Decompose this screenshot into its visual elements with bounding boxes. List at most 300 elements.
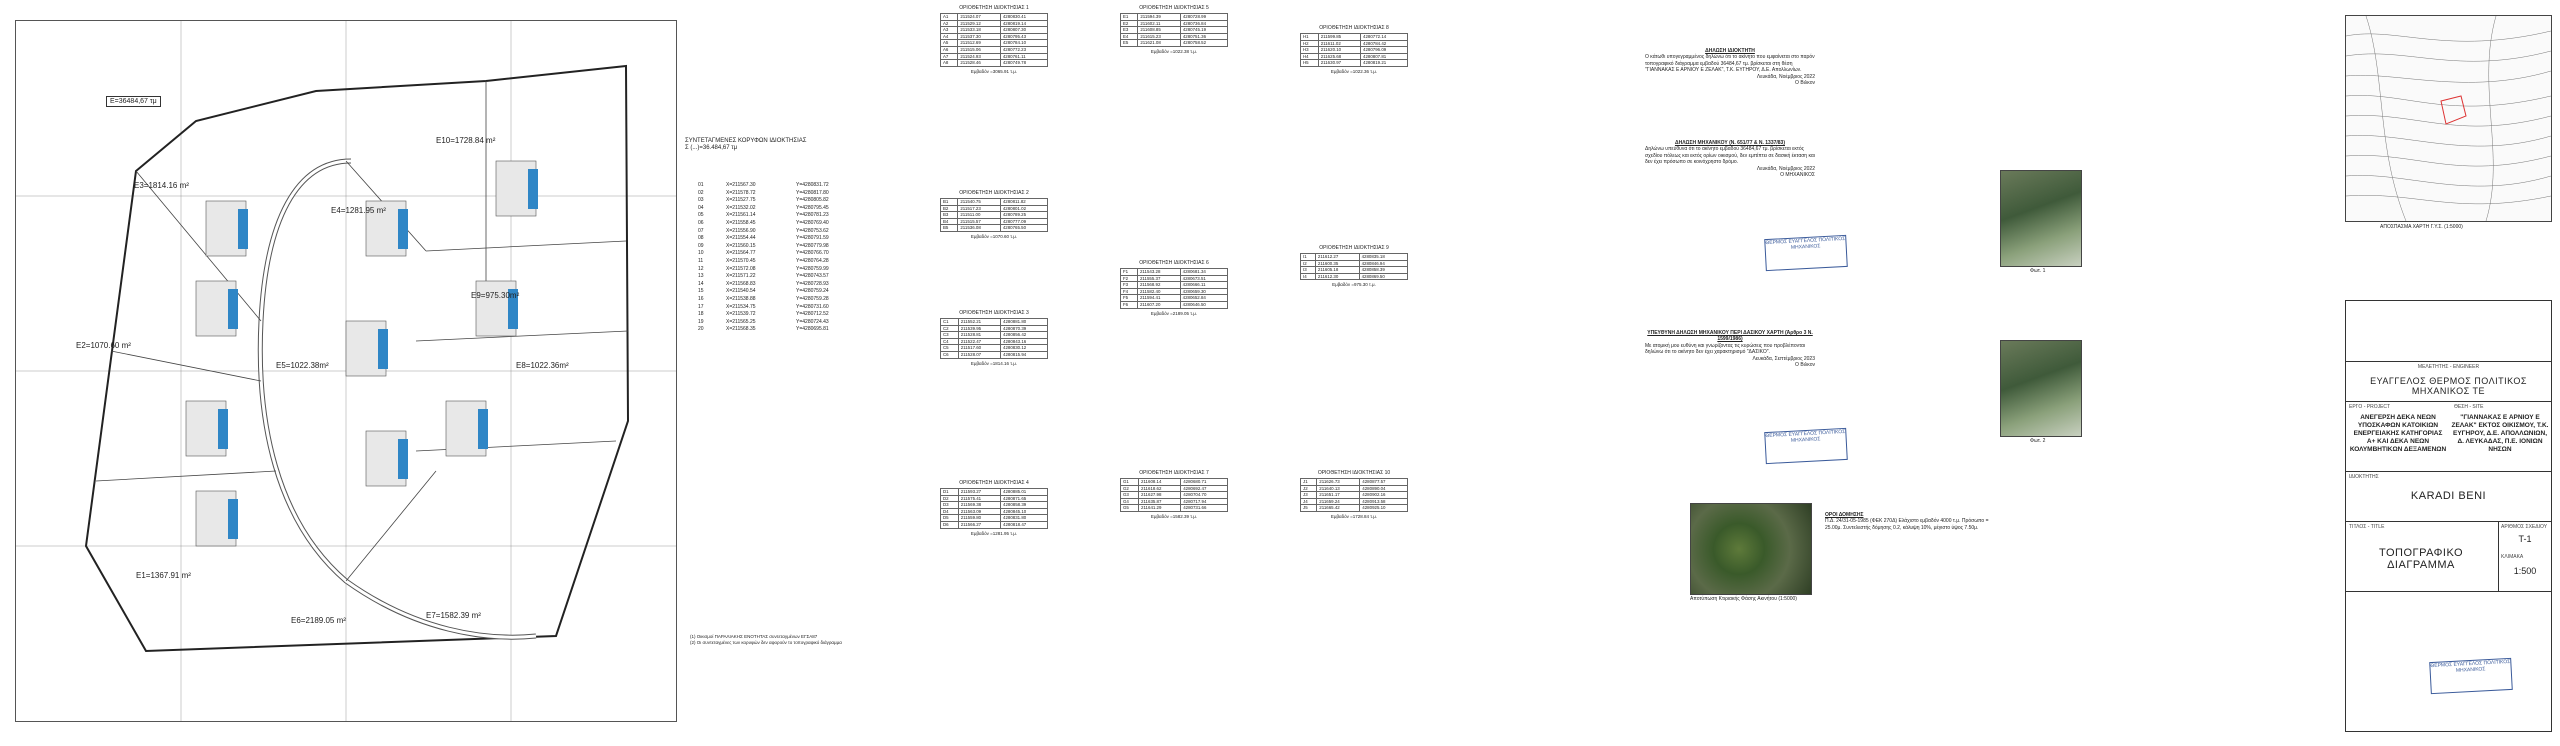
parcel-label-e4: E4=1281.95 m² [331,206,386,215]
table-cell: 211612.30 [1315,273,1359,280]
table-cell: 4280673.51 [1180,275,1227,282]
parcel-table-grid [940,13,1048,67]
table-cell: 4280796.09 [1361,47,1408,54]
table-cell: 4280858.39 [1359,267,1407,274]
coordinates-title: ΣΥΝΤΕΤΑΓΜΕΝΕΣ ΚΟΡΥΦΩΝ ΙΔΙΟΚΤΗΣΙΑΣ [685,138,807,144]
parcel-table-area: Εμβαδόν =1728.84 τ.μ. [1330,513,1378,519]
coordinate-row [698,235,888,243]
owner-declaration-body: Ο κάτωθι υπογεγραμμένος δηλώνω ότι το ακίνητο που εμφαίνεται στο παρόν τοπογραφικό διάγραμμα εμβαδού 36484,67 τμ. βρίσκεται στη θέση "ΓΙΑΝΝΑΚΑΣ Ε ΑΡΝΙΟΥ Ε ΖΕΛΑΚ", Τ.Κ. ΕΥΓΗΡΟΥ, Δ.Ε. Απολλωνίων. [1645,54,1815,74]
parcel-table-caption: ΟΡΙΟΘΕΤΗΣΗ ΙΔΙΟΚΤΗΣΙΑΣ 6 [1139,260,1209,266]
table-cell: D3 [941,502,959,509]
table-cell: 211555.37 [1137,275,1180,282]
table-row [1121,40,1228,47]
table-cell: 4280913.58 [1360,498,1408,505]
table-cell: 211608.85 [1138,27,1181,34]
parcel-table-caption: ΟΡΙΟΘΕΤΗΣΗ ΙΔΙΟΚΤΗΣΙΑΣ 7 [1139,470,1209,476]
drawing-number: T-1 [2518,534,2532,544]
coordinate-x: X=211565.25 [726,318,756,325]
table-row [941,338,1048,345]
table-cell: 4280870.39 [1001,325,1048,332]
coordinate-pid: 05 [698,212,704,219]
table-cell: E3 [1121,27,1138,34]
table-cell: 4280765.50 [1000,225,1047,232]
table-row [941,46,1048,53]
table-row [1121,492,1228,499]
table-cell: 211611.02 [1318,40,1360,47]
site-photo-2 [2000,340,2082,437]
table-row [1301,34,1408,41]
parcel-label-e2: E2=1070.60 m² [76,341,131,350]
coordinate-y: Y=4280695.81 [796,326,829,333]
parcel-table-caption: ΟΡΙΟΘΕΤΗΣΗ ΙΔΙΟΚΤΗΣΙΑΣ 4 [959,480,1029,486]
coordinate-pid: 04 [698,204,704,211]
table-cell: C6 [941,351,959,358]
table-cell: 4280885.01 [1001,489,1048,496]
coordinates-heading [685,138,885,152]
table-cell: 211627.98 [1139,492,1181,499]
coordinate-pid: 20 [698,326,704,333]
building-terms [1825,512,1995,531]
table-row [941,212,1048,219]
table-cell: 211630.97 [1318,60,1360,67]
table-cell: D6 [941,521,959,528]
table-row [941,319,1048,326]
table-cell: 211575.41 [958,495,1000,502]
table-row [1301,492,1408,499]
parcel-table [940,5,1048,74]
table-cell: 4280717.94 [1181,498,1228,505]
table-cell: 4280761.11 [1000,53,1047,60]
table-cell: D2 [941,495,959,502]
table-cell: 4280751.36 [1180,33,1227,40]
coordinate-row [698,281,888,289]
table-cell: 211569.38 [958,502,1000,509]
location-label: ΘΕΣΗ - SITE [2454,404,2484,410]
parcel-table-caption: ΟΡΙΟΘΕΤΗΣΗ ΙΔΙΟΚΤΗΣΙΑΣ 3 [959,310,1029,316]
aerial-photo [1690,503,1812,595]
coordinates-note: (2) Οι συντεταγμένες των κορυφών δεν αφορούν το τοπογραφικό διάγραμμα [690,639,842,645]
owner-name: KARADI BENI [2410,490,2487,502]
table-cell: F3 [1121,282,1138,289]
table-cell: 4280890.04 [1360,485,1408,492]
coordinate-row [698,212,888,220]
table-row [941,502,1048,509]
parcel-table-caption: ΟΡΙΟΘΕΤΗΣΗ ΙΔΙΟΚΤΗΣΙΑΣ 9 [1319,245,1389,251]
parcel-table [1120,5,1228,54]
table-cell: 4280871.65 [1001,495,1048,502]
table-cell: 4280731.66 [1181,505,1228,512]
table-cell: C5 [941,345,959,352]
table-cell: H3 [1301,47,1319,54]
parcel-table-caption: ΟΡΙΟΘΕΤΗΣΗ ΙΔΙΟΚΤΗΣΙΑΣ 1 [959,5,1029,11]
table-cell: C1 [941,319,959,326]
parcel-table [1300,470,1408,519]
coordinate-x: X=211534.75 [726,303,756,310]
table-cell: I4 [1301,273,1316,280]
table-cell: 4280856.42 [1001,332,1048,339]
coordinate-x: X=211564.77 [726,250,756,257]
scale-label: ΚΛΙΜΑΚΑ [2501,554,2524,560]
coordinate-pid: 13 [698,273,704,280]
table-cell: 4280784.42 [1361,40,1408,47]
table-row [941,345,1048,352]
table-cell: 4280869.50 [1359,273,1407,280]
building-terms-body: Π.Δ. 24/31-05-1985 (ΦΕΚ 270Δ) Ελάχιστο εμβαδόν 4000 τ.μ. Πρόσωπο = 25.00μ. Συντελεστής δόμησης 0.2, κάλυψη 10%, μέγιστο ύψος 7.50μ. [1825,518,1989,531]
total-area-label: E=36484,67 τμ [106,96,161,107]
coordinate-row [698,319,888,327]
table-cell: 211612.27 [1315,254,1359,261]
building-terms-title: ΟΡΟΙ ΔΟΜΗΣΗΣ [1825,512,1864,518]
coordinates-note: (1) Οικισμοί ΠΑΡΑΛΙΑΚΗΣ ΕΝΟΤΗΤΑΣ συντεταγμένων ΕΓΣΑ87 [690,634,818,639]
coordinate-x: X=211572.08 [726,265,756,272]
coordinate-x: X=211568.83 [726,280,756,287]
table-cell: 211626.73 [1317,479,1360,486]
table-cell: A2 [941,20,958,27]
table-row [941,205,1048,212]
table-cell: 211552.21 [958,319,1000,326]
table-row [1121,269,1228,276]
owner-label: ΙΔΙΟΚΤΗΤΗΣ [2349,474,2379,480]
forest-declaration [1645,330,1815,368]
parcel-label-e10: E10=1728.84 m² [436,136,496,145]
table-cell: J3 [1301,492,1317,499]
table-cell: C4 [941,338,959,345]
coordinate-y: Y=4280805.82 [796,197,829,204]
table-cell: 4280789.25 [1000,212,1047,219]
table-cell: 211543.28 [1137,269,1180,276]
coordinate-y: Y=4280831.72 [796,182,829,188]
table-cell: 211522.47 [958,338,1000,345]
coordinate-pid: 11 [698,257,704,264]
coordinate-row [698,273,888,281]
table-cell: 211568.92 [1137,282,1180,289]
table-cell: 4280818.47 [1001,521,1048,528]
table-cell: 211618.62 [1139,485,1181,492]
table-row [941,218,1048,225]
location-text: "ΓΙΑΝΝΑΚΑΣ Ε ΑΡΝΙΟΥ Ε ΖΕΛΑΚ" ΕΚΤΟΣ ΟΙΚΙΣΜΟΥ, Τ.Κ. ΕΥΓΗΡΟΥ, Δ.Ε. ΑΠΟΛΛΩΝΙΩΝ, Δ. ΛΕΥΚΑΔΑΣ, Π.Ε. ΙΟΝΙΩΝ ΝΗΣΩΝ [2451,414,2549,453]
engineer-stamp: ΘΕΡΜΟΣ ΕΥΑΓΓΕΛΟΣ ΠΟΛΙΤΙΚΟΣ ΜΗΧΑΝΙΚΟΣ [2429,658,2513,694]
table-cell: 4280819.14 [1000,20,1047,27]
coordinate-y: Y=4280759.99 [796,265,829,272]
table-cell: 211620.10 [1318,47,1360,54]
parcel-table-caption: ΟΡΙΟΘΕΤΗΣΗ ΙΔΙΟΚΤΗΣΙΑΣ 10 [1317,470,1391,476]
coordinate-x: X=211538.88 [726,295,756,302]
table-row [1121,275,1228,282]
coordinate-pid: 02 [698,189,704,196]
owner-cell [2346,471,2551,522]
parcel-table [1300,25,1408,74]
table-cell: 211539.95 [958,325,1000,332]
table-cell: I2 [1301,260,1316,267]
coordinate-y: Y=4280724.43 [796,318,829,325]
table-cell: 4280784.10 [1000,40,1047,47]
forest-declaration-sign: Ο Βιλκον [1795,362,1815,369]
table-cell: 211563.09 [958,508,1000,515]
table-cell: 4280728.99 [1180,14,1227,21]
table-cell: G3 [1121,492,1139,499]
table-row [1301,40,1408,47]
coordinate-row [698,220,888,228]
table-cell: 211640.13 [1317,485,1360,492]
coordinate-y: Y=4280795.45 [796,204,829,211]
coordinate-x: X=211561.14 [726,212,756,219]
table-cell: J4 [1301,498,1317,505]
parcel-table-area: Εμβαδόν =1022.36 τ.μ. [1330,68,1378,74]
coordinate-row [698,296,888,304]
table-cell: 4280772.23 [1000,46,1047,53]
coordinate-y: Y=4280759.28 [796,295,829,302]
table-cell: D5 [941,515,959,522]
coordinate-pid: 07 [698,227,704,234]
scale-value: 1:500 [2513,566,2537,576]
coordinates-subtitle: Σ (...)=36.484,67 τμ [685,145,738,151]
table-row [1301,505,1408,512]
coordinate-x: X=211527.75 [726,197,756,204]
coordinate-y: Y=4280817.80 [796,189,829,196]
table-row [1301,267,1408,274]
coordinate-y: Y=4280769.40 [796,219,829,226]
parcel-table-caption: ΟΡΙΟΘΕΤΗΣΗ ΙΔΙΟΚΤΗΣΙΑΣ 8 [1319,25,1389,31]
parcel-table-grid [1120,268,1228,309]
table-row [1301,273,1408,280]
table-cell: 211529.12 [958,20,1001,27]
site-plan-map [15,20,677,722]
table-cell: 211528.07 [958,351,1000,358]
table-row [1301,498,1408,505]
parcel-label-e1: E1=1367.91 m² [136,571,191,580]
topo-map [2345,15,2552,222]
coordinate-x: X=211532.02 [726,204,756,211]
table-row [941,40,1048,47]
coordinate-y: Y=4280743.57 [796,273,829,280]
coordinate-x: X=211539.72 [726,311,756,318]
coordinate-row [698,326,888,334]
forest-declaration-body: Με ατομική μου ευθύνη και γνωρίζοντας τις κυρώσεις που προβλέπονται δηλώνω ότι το ακίνητο δεν έχει χαρακτηρισμό "ΔΑΣΙΚΟ". [1645,342,1806,356]
table-cell: 211540.75 [958,199,1001,206]
table-cell: 4280772.14 [1361,34,1408,41]
parcel-table-area: Εμβαδόν =3065.91 τ.μ. [970,68,1018,74]
parcel-table-area: Εμβαδόν =975.30 τ.μ. [1332,282,1376,288]
table-row [1121,498,1228,505]
table-row [941,351,1048,358]
parcel-table [1300,245,1408,287]
table-cell: 4280681.34 [1180,269,1227,276]
table-cell: C2 [941,325,959,332]
coordinate-pid: 19 [698,318,704,325]
parcel-label-e9: E9=975.30m² [471,291,520,300]
table-row [1121,301,1228,308]
table-cell: 4280795.43 [1000,33,1047,40]
table-cell: 4280659.30 [1180,288,1227,295]
table-cell: 211641.29 [1139,505,1181,512]
table-cell: 211537.30 [958,33,1001,40]
table-cell: D4 [941,508,959,515]
table-cell: 4280815.94 [1001,351,1048,358]
owner-declaration-sign: Ο Βιλκον [1795,80,1815,87]
table-cell: G5 [1121,505,1139,512]
table-row [1121,282,1228,289]
drawing-cell [2346,521,2551,592]
table-cell: 211625.68 [1318,53,1360,60]
table-cell: 211515.06 [958,46,1001,53]
parcel-table-grid [1300,253,1408,280]
table-row [1121,288,1228,295]
table-cell: 211621.08 [1138,40,1181,47]
table-cell: 4280845.10 [1001,508,1048,515]
coordinate-pid: 03 [698,197,704,204]
table-cell: 4280925.10 [1360,505,1408,512]
photo-2-caption: Φωτ. 2 [2030,438,2046,444]
table-row [1301,254,1408,261]
parcel-label-e6: E6=2189.05 m² [291,616,346,625]
table-cell: 4280902.16 [1360,492,1408,499]
table-row [1121,33,1228,40]
table-cell: 4280666.11 [1180,282,1227,289]
parcel-label-e8: E8=1022.36m² [516,361,569,370]
coordinate-x: X=211554.44 [726,235,756,242]
coordinate-x: X=211560.15 [726,242,756,249]
table-cell: 211607.20 [1137,301,1180,308]
table-cell: E4 [1121,33,1138,40]
table-cell: 211515.57 [958,218,1001,225]
coordinate-y: Y=4280779.98 [796,242,829,249]
table-cell: H4 [1301,53,1319,60]
coordinate-y: Y=4280766.70 [796,250,829,257]
drawing-number-box [2498,522,2551,592]
project-text: ΑΝΕΓΕΡΣΗ ΔΕΚΑ ΝΕΩΝ ΥΠΟΣΚΑΦΩΝ ΚΑΤΟΙΚΙΩΝ ΕΝΕΡΓΕΙΑΚΗΣ ΚΑΤΗΓΟΡΙΑΣ Α+ ΚΑΙ ΔΕΚΑ ΝΕΩΝ ΚΟΛΥΜΒΗΤΙΚΩΝ ΔΕΞΑΜΕΝΩΝ [2349,414,2447,453]
table-cell: A7 [941,53,958,60]
table-cell: 211559.80 [958,515,1000,522]
parcel-table-grid [1300,478,1408,512]
coordinates-list [698,182,888,334]
engineer-stamp: ΘΕΡΜΟΣ ΕΥΑΓΓΕΛΟΣ ΠΟΛΙΤΙΚΟΣ ΜΗΧΑΝΙΚΟΣ [1764,428,1848,464]
parcel-table-area: Εμβαδόν =1070.60 τ.μ. [970,233,1018,239]
table-cell: 211566.27 [958,521,1000,528]
table-cell: 4280807.81 [1361,53,1408,60]
coordinate-pid: 14 [698,280,704,287]
coordinate-row [698,250,888,258]
parcel-table [940,310,1048,366]
table-cell: 211665.42 [1317,505,1360,512]
photo-1-caption: Φωτ. 1 [2030,268,2046,274]
table-row [941,521,1048,528]
table-cell: 211659.24 [1317,498,1360,505]
table-cell: E1 [1121,14,1138,21]
parcel-table-caption: ΟΡΙΟΘΕΤΗΣΗ ΙΔΙΟΚΤΗΣΙΑΣ 2 [959,190,1029,196]
parcel-table-grid [1300,33,1408,67]
drawing-title: ΤΟΠΟΓΡΑΦΙΚΟ ΔΙΑΓΡΑΜΜΑ [2378,547,2464,571]
table-row [1121,20,1228,27]
table-cell: 4280830.12 [1001,345,1048,352]
engineer-stamp: ΘΕΡΜΟΣ ΕΥΑΓΓΕΛΟΣ ΠΟΛΙΤΙΚΟΣ ΜΗΧΑΝΙΚΟΣ [1764,235,1848,271]
parcel-table-grid [940,318,1048,359]
table-cell: 4280819.21 [1361,60,1408,67]
table-cell: F6 [1121,301,1138,308]
topo-contours-svg [2346,16,2551,221]
table-row [1301,260,1408,267]
table-cell: F5 [1121,295,1138,302]
table-cell: H2 [1301,40,1319,47]
table-cell: 4280831.80 [1001,515,1048,522]
table-cell: B3 [941,212,958,219]
parcel-table-grid [1120,13,1228,47]
table-cell: 4280811.82 [1000,199,1047,206]
table-cell: D1 [941,489,959,496]
site-plan-svg [16,21,676,721]
table-cell: G4 [1121,498,1139,505]
forest-declaration-date: Λευκάδα, Σεπτέμβριος 2023 [1752,355,1815,362]
table-row [941,33,1048,40]
coordinate-pid: 10 [698,250,704,257]
table-cell: 4280692.47 [1181,485,1228,492]
table-cell: 4280736.84 [1180,20,1227,27]
parcel-label-e5: E5=1022.38m² [276,361,329,370]
table-cell: F4 [1121,288,1138,295]
table-cell: C3 [941,332,959,339]
engineer-declaration [1645,140,1815,178]
parcel-table-area: Εμβαδόν =1022.38 τ.μ. [1150,48,1198,54]
table-cell: J2 [1301,485,1317,492]
coordinate-pid: 18 [698,311,704,318]
table-cell: J1 [1301,479,1317,486]
table-row [941,495,1048,502]
table-cell: 4280830.41 [1000,14,1047,21]
coordinate-y: Y=4280759.24 [796,288,829,295]
parcel-label-e7: E7=1582.39 m² [426,611,481,620]
table-row [941,60,1048,67]
table-cell: 4280843.16 [1001,338,1048,345]
coordinate-x: X=211568.35 [726,326,756,333]
table-row [941,508,1048,515]
table-cell: 4280749.78 [1000,60,1047,67]
designer-cell [2346,361,2551,402]
coordinate-row [698,304,888,312]
coordinate-pid: 12 [698,265,704,272]
parcel-table-grid [1120,478,1228,512]
table-row [941,489,1048,496]
table-cell: 4280680.71 [1181,479,1228,486]
engineer-declaration-title: ΔΗΛΩΣΗ ΜΗΧΑΝΙΚΟΥ (Ν. 651/77 & Ν. 1337/83) [1675,140,1785,146]
parcel-table [1120,260,1228,316]
parcel-table [1120,470,1228,519]
table-cell: F2 [1121,275,1138,282]
parcel-table [940,480,1048,536]
coordinate-pid: 01 [698,182,704,188]
table-cell: 4280646.50 [1180,301,1227,308]
drawing-number-label: ΑΡΙΘΜΟΣ ΣΧΕΔΙΟΥ [2501,524,2548,530]
parcel-table-caption: ΟΡΙΟΘΕΤΗΣΗ ΙΔΙΟΚΤΗΣΙΑΣ 5 [1139,5,1209,11]
coordinate-y: Y=4280781.23 [796,212,829,219]
table-cell: 4280758.52 [1180,40,1227,47]
table-cell: 4280846.94 [1359,260,1407,267]
table-row [941,325,1048,332]
table-cell: 4280777.09 [1000,218,1047,225]
table-cell: 211512.69 [958,40,1001,47]
coordinate-row [698,205,888,213]
table-cell: 211600.35 [1315,260,1359,267]
table-cell: 211594.41 [1137,295,1180,302]
owner-declaration-date: Λευκάδα, Νοέμβριος 2022 [1756,73,1815,80]
project-label: ΕΡΓΟ - PROJECT [2349,404,2391,410]
coordinate-row [698,266,888,274]
parcel-table-area: Εμβαδόν =1281.95 τ.μ. [970,530,1018,536]
table-cell: 211517.23 [958,205,1001,212]
table-row [941,332,1048,339]
coordinate-y: Y=4280753.62 [796,227,829,234]
table-cell: 211511.00 [958,212,1001,219]
table-cell: 211635.87 [1139,498,1181,505]
parcel-table-area: Εμβαδόν =2189.05 τ.μ. [1150,310,1198,316]
